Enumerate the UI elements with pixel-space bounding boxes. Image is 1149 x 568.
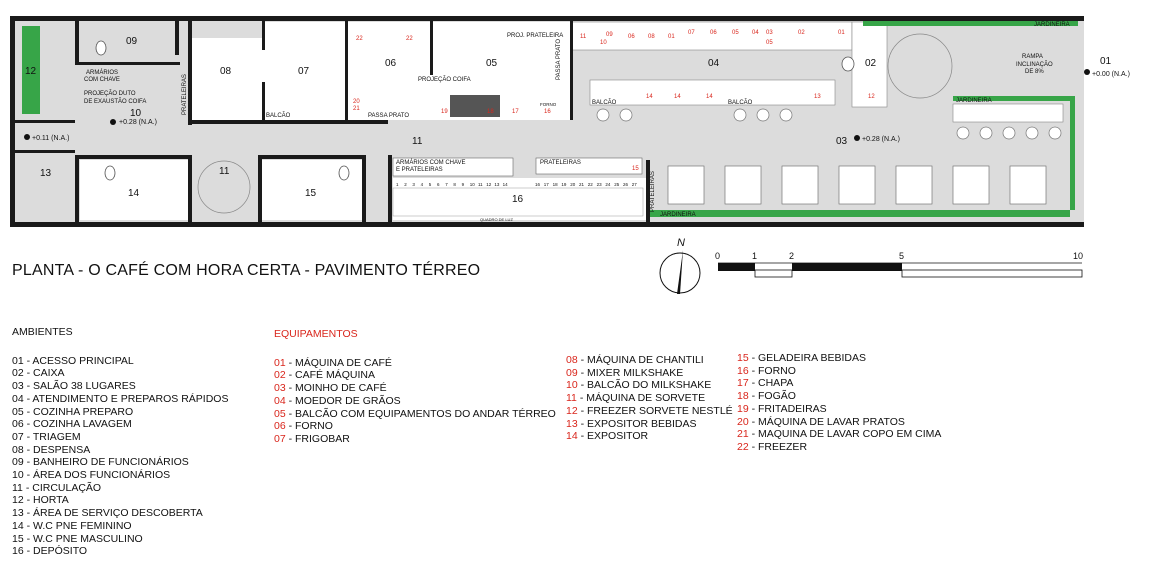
level-marker-icon	[24, 134, 30, 140]
equip-10: 10	[600, 40, 607, 46]
equipamentos-col-2	[566, 354, 733, 443]
stair-step-number: 23	[596, 182, 602, 187]
equip-14c: 14	[706, 94, 713, 100]
label-balcao-a: BALCÃO	[266, 113, 291, 119]
stair-step-number: 8	[453, 182, 456, 187]
label-armarios: ARMÁRIOS	[86, 70, 119, 76]
equip-15: 15	[632, 166, 639, 172]
equipamento-item	[737, 377, 941, 390]
stair-step-number: 14	[502, 182, 508, 187]
equipamento-item	[566, 430, 733, 443]
ambientes-legend	[12, 326, 228, 558]
equipamento-item	[274, 433, 556, 446]
equipamento-item	[274, 420, 556, 433]
ambiente-item: 11 - CIRCULAÇÃO	[12, 481, 102, 494]
room-label-01: 01	[1100, 56, 1112, 67]
room-label-16: 16	[512, 194, 524, 205]
equip-19: 19	[441, 109, 448, 115]
equipamento-number: 13	[566, 417, 578, 430]
label-de-exaustao: DE EXAUSTÃO COIFA	[84, 99, 147, 105]
equipamento-number: 06	[274, 420, 286, 433]
equipamento-name: - CAFÉ MÁQUINA	[285, 369, 375, 382]
equipamento-item	[737, 403, 941, 416]
equipamento-name: - FREEZER SORVETE NESTLÉ	[577, 404, 733, 417]
equip-16: 16	[544, 109, 551, 115]
stair-step-number: 4	[420, 182, 424, 187]
equipamento-number: 21	[737, 428, 749, 441]
equipamento-item	[737, 428, 941, 441]
stair-step-number: 2	[404, 182, 407, 187]
equipamento-item	[274, 357, 556, 370]
equipamento-item	[274, 369, 556, 382]
equipamento-number: 04	[274, 394, 286, 407]
equipamentos-col-2-wrap	[566, 354, 733, 443]
ambiente-item: 03 - SALÃO 38 LUGARES	[12, 380, 136, 393]
room-label-12: 12	[25, 66, 37, 77]
ambiente-item: 07 - TRIAGEM	[12, 430, 81, 443]
level-028-a: +0.28 (N.A.)	[119, 119, 157, 126]
equipamento-item	[737, 390, 941, 403]
equipamento-number: 16	[737, 364, 749, 377]
label-forno: FORNO	[540, 102, 557, 107]
room-label-03: 03	[836, 136, 848, 147]
stair-step-number: 26	[623, 182, 629, 187]
equipamento-item	[566, 367, 733, 380]
equipamento-name: - FOGÃO	[748, 390, 796, 403]
label-com-chave: COM CHAVE	[84, 77, 120, 83]
room-label-08: 08	[220, 66, 232, 77]
outer-wall-top	[10, 16, 1084, 21]
label-projecao-coifa: PROJEÇÃO COIFA	[418, 77, 471, 83]
label-passa-prato-v: PASSA PRATO	[556, 38, 562, 80]
room-label-11b: 11	[219, 166, 230, 177]
room-08-floor	[192, 38, 262, 120]
equipamento-name: - FRIGOBAR	[285, 432, 350, 445]
equipamento-item	[737, 352, 941, 365]
equipamento-item	[566, 405, 733, 418]
stair-step-number: 10	[469, 182, 475, 187]
stair-step-number: 9	[461, 182, 465, 187]
equipamentos-heading: EQUIPAMENTOS	[274, 328, 358, 340]
stair-step-number: 21	[579, 182, 585, 187]
equip-21: 21	[353, 106, 360, 112]
equipamento-number: 20	[737, 415, 749, 428]
equip-18: 18	[487, 109, 494, 115]
equipamento-name: - BALCÃO COM EQUIPAMENTOS DO ANDAR TÉRREO	[285, 407, 556, 420]
stair-step-number: 18	[552, 182, 558, 187]
level-000: +0.00 (N.A.)	[1092, 71, 1130, 78]
equipamento-number: 18	[737, 390, 749, 403]
label-balcao-c: BALCÃO	[728, 100, 753, 106]
floor-plan	[0, 0, 1149, 240]
ambiente-item: 06 - COZINHA LAVAGEM	[12, 418, 132, 431]
stair-step-number: 16	[535, 182, 541, 187]
equipamento-number: 17	[737, 377, 749, 390]
scale-label-5: 5	[899, 251, 905, 261]
equipamento-number: 08	[566, 354, 578, 366]
scale-label-10: 10	[1073, 251, 1084, 261]
stair-step-number: 3	[412, 182, 415, 187]
tables	[668, 166, 1046, 204]
ambiente-item: 10 - ÁREA DOS FUNCIONÁRIOS	[12, 469, 171, 482]
stair-step-number: 22	[587, 182, 593, 187]
label-proj-prateleira: PROJ. PRATELEIRA	[507, 33, 564, 39]
stair-step-number: 19	[561, 182, 567, 187]
stair-step-number: 17	[543, 182, 549, 187]
room-label-14: 14	[128, 188, 140, 199]
scale-label-0: 0	[715, 251, 721, 261]
ambiente-item: 05 - COZINHA PREPARO	[12, 405, 134, 418]
label-prateleiras-h: PRATELEIRAS	[540, 160, 581, 166]
bench-area	[953, 104, 1063, 122]
label-inclinacao: INCLINAÇÃO	[1016, 62, 1053, 68]
equip-01a: 01	[668, 34, 675, 40]
equipamento-number: 22	[737, 440, 749, 453]
room-label-15: 15	[305, 188, 317, 199]
scale-label-2: 2	[789, 251, 795, 261]
room-label-06: 06	[385, 58, 397, 69]
outer-wall-bottom	[10, 222, 1084, 227]
ambiente-item: 15 - W.C PNE MASCULINO	[12, 532, 143, 545]
equip-11: 11	[580, 34, 587, 40]
equipamento-item	[737, 416, 941, 429]
label-prateleiras-v1: PRATELEIRAS	[182, 74, 188, 115]
ambiente-item: 09 - BANHEIRO DE FUNCIONÁRIOS	[12, 456, 189, 469]
equip-02: 02	[798, 30, 805, 36]
equipamento-item	[274, 408, 556, 421]
scale-bar	[712, 248, 1092, 288]
equipamento-number: 10	[566, 379, 578, 392]
equipamento-item	[737, 365, 941, 378]
level-028-b: +0.28 (N.A.)	[862, 136, 900, 143]
equipamento-name: - MÁQUINA DE LAVAR PRATOS	[748, 415, 905, 428]
label-armarios-chave2: ARMÁRIOS COM CHAVE	[396, 160, 466, 166]
equipamento-number: 05	[274, 407, 286, 420]
equip-05: 05	[732, 30, 739, 36]
equipamento-number: 19	[737, 402, 749, 415]
equipamento-item	[566, 379, 733, 392]
ambiente-item: 04 - ATENDIMENTO E PREPAROS RÁPIDOS	[12, 392, 229, 405]
stair-step-number: 20	[570, 182, 576, 187]
scale-label-1: 1	[752, 251, 758, 261]
stair-step-number: 1	[396, 182, 399, 187]
equip-14a: 14	[646, 94, 653, 100]
label-jardineira-bottom: JARDINEIRA	[660, 212, 696, 218]
room-label-07: 07	[298, 66, 310, 77]
equip-07: 07	[688, 30, 695, 36]
equipamento-name: - EXPOSITOR	[577, 430, 649, 443]
ambiente-item: 16 - DEPÓSITO	[12, 545, 88, 558]
ambientes-heading: AMBIENTES	[12, 326, 73, 338]
equipamentos-col-3	[737, 352, 941, 454]
level-marker-icon	[110, 119, 116, 125]
equip-13: 13	[814, 94, 821, 100]
ambiente-item: 02 - CAIXA	[12, 367, 65, 380]
equipamento-number: 03	[274, 382, 286, 395]
equipamento-name: - GELADEIRA BEBIDAS	[748, 352, 866, 364]
label-jardineira-top: JARDINEIRA	[1034, 22, 1070, 28]
stair-step-number: 12	[486, 182, 492, 187]
stair-step-number: 24	[605, 182, 611, 187]
counter-balcao	[590, 80, 835, 105]
ambientes-list	[12, 355, 228, 558]
level-marker-icon	[1084, 69, 1090, 75]
label-rampa: RAMPA	[1022, 54, 1043, 60]
room-label-10: 10	[130, 108, 142, 119]
stair-step-number: 25	[614, 182, 620, 187]
equipamento-name: - MIXER MILKSHAKE	[577, 366, 684, 379]
north-label: N	[677, 237, 685, 249]
equipamento-number: 09	[566, 366, 578, 379]
equipamento-item	[566, 392, 733, 405]
stair-step-number: 7	[445, 182, 448, 187]
equipamento-number: 11	[566, 392, 577, 405]
equipamento-number: 07	[274, 432, 286, 445]
counter-04	[572, 22, 852, 50]
equip-14b: 14	[674, 94, 681, 100]
level-marker-icon	[854, 135, 860, 141]
equipamento-name: - MÁQUINA DE CAFÉ	[285, 356, 392, 369]
equipamento-name: - MOEDOR DE GRÃOS	[285, 394, 401, 407]
equipamento-item	[274, 395, 556, 408]
room-label-11a: 11	[412, 136, 423, 147]
label-passa-prato: PASSA PRATO	[368, 113, 410, 119]
ambiente-item: 01 - ACESSO PRINCIPAL	[12, 354, 134, 367]
equipamento-name: - FORNO	[748, 364, 796, 377]
stair-step-number: 13	[494, 182, 500, 187]
equip-06b: 06	[710, 30, 717, 36]
equip-04: 04	[752, 30, 759, 36]
label-balcao-b: BALCÃO	[592, 100, 617, 106]
label-quadro: QUADRO DE LUZ	[480, 217, 513, 222]
equipamento-number: 14	[566, 430, 578, 443]
equip-01b: 01	[838, 30, 845, 36]
equipamentos-col-1	[274, 357, 556, 446]
ambiente-item: 13 - ÁREA DE SERVIÇO DESCOBERTA	[12, 507, 203, 520]
room-label-02: 02	[865, 58, 877, 69]
equipamento-item	[566, 354, 733, 367]
equipamento-name: - FORNO	[285, 420, 333, 433]
equipamentos-col-3-wrap	[737, 352, 941, 454]
equipamento-name: - MOINHO DE CAFÉ	[285, 382, 387, 395]
equipamento-item	[566, 418, 733, 431]
level-011: +0.11 (N.A.)	[32, 135, 70, 142]
equipamento-number: 02	[274, 369, 286, 382]
label-e-prateleiras: E PRATELEIRAS	[396, 167, 443, 173]
stair-step-number: 5	[428, 182, 432, 187]
equip-22b: 22	[406, 36, 413, 42]
equipamento-name: - FRITADEIRAS	[748, 402, 827, 415]
equipamento-number: 01	[274, 356, 286, 369]
jardineira-bottom	[650, 210, 1070, 217]
jardineira-mid-v	[1070, 96, 1075, 210]
label-proj-duto: PROJEÇÃO DUTO	[84, 91, 136, 97]
label-prateleiras-v2: PRATELEIRAS	[650, 171, 656, 212]
ambiente-item: 12 - HORTA	[12, 494, 69, 507]
equip-20: 20	[353, 99, 360, 105]
equipamento-number: 15	[737, 352, 749, 364]
equipamento-item	[737, 441, 941, 454]
equipamentos-legend	[274, 328, 556, 446]
equip-05b: 05	[766, 40, 773, 46]
equip-09: 09	[606, 32, 613, 38]
north-arrow-icon	[655, 236, 705, 296]
equipamento-name: - FREEZER	[748, 440, 808, 453]
room-label-09: 09	[126, 36, 138, 47]
equipamento-name: - CHAPA	[748, 377, 794, 390]
stair-step-number: 11	[478, 182, 483, 187]
equip-08: 08	[648, 34, 655, 40]
equip-17: 17	[512, 109, 519, 115]
equipamento-name: - MÁQUINA DE CHANTILI	[577, 354, 704, 366]
equipamento-number: 12	[566, 404, 578, 417]
equipamento-name: - MAQUINA DE LAVAR COPO EM CIMA	[748, 428, 942, 441]
room-label-13: 13	[40, 168, 52, 179]
equip-12: 12	[868, 94, 875, 100]
ambiente-item: 08 - DESPENSA	[12, 443, 91, 456]
equipamento-name: - EXPOSITOR BEBIDAS	[577, 417, 697, 430]
equip-22a: 22	[356, 36, 363, 42]
stair-step-number: 6	[437, 182, 440, 187]
stair-step-number: 27	[631, 182, 637, 187]
room-label-04: 04	[708, 58, 720, 69]
room-label-05: 05	[486, 58, 498, 69]
equip-06: 06	[628, 34, 635, 40]
label-pct: DE 8%	[1025, 69, 1044, 75]
label-jardineira-mid: JARDINEIRA	[956, 98, 992, 104]
plan-title: PLANTA - O CAFÉ COM HORA CERTA - PAVIMENTO TÉRREO	[12, 262, 481, 279]
equip-03: 03	[766, 30, 773, 36]
equipamento-item	[274, 382, 556, 395]
equipamento-name: - MÁQUINA DE SORVETE	[576, 392, 706, 405]
equipamento-name: - BALCÃO DO MILKSHAKE	[577, 379, 712, 392]
ambiente-item: 14 - W.C PNE FEMININO	[12, 519, 132, 532]
